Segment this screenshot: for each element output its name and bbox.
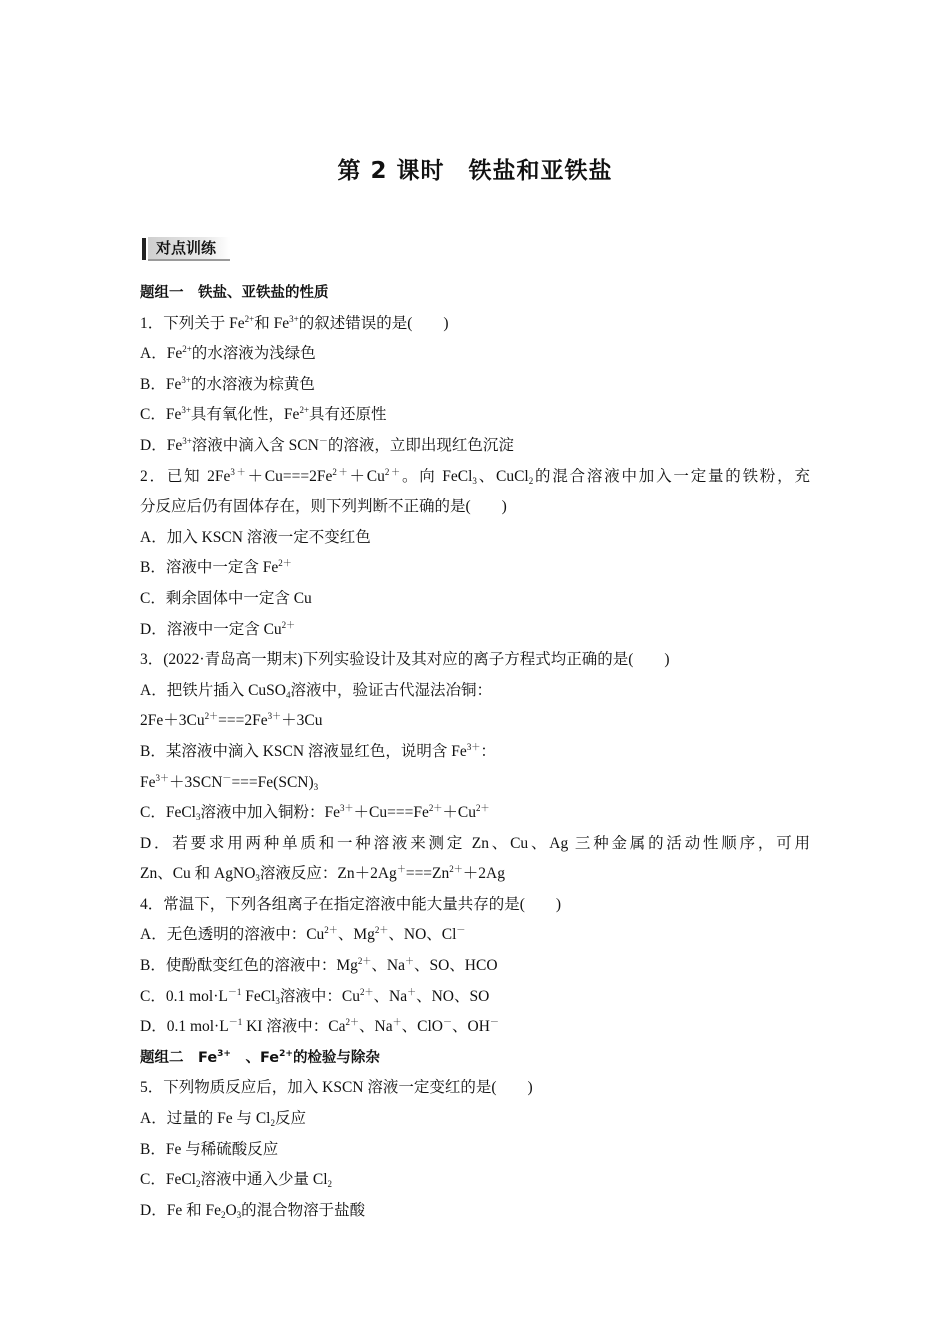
section-badge (142, 236, 230, 262)
text-line: Zn、Cu 和 AgNO$_3$溶液反应：$Zn+2Ag^+===Zn^{2+}+2Ag$ (140, 864, 505, 884)
text-line: D．0.1 $mol\cdot L^{-1}$ KI 溶液中：$Ca^{2+}$、Na＋、ClO－、OH－ (140, 1017, 499, 1036)
text-line: A．加入 KSCN 溶液一定不变红色 (140, 528, 371, 546)
group-heading: 题组一 铁盐、亚铁盐的性质 (140, 285, 329, 301)
question-line: 4．常温下，下列各组离子在指定溶液中能大量共存的是( ) (140, 895, 562, 913)
question-line: 分反应后仍有固体存在，则下列判断不正确的是( ) (140, 498, 507, 516)
text-line: B．$Fe^{3+}$的水溶液为棕黄色 (140, 374, 315, 393)
question-line: 5．下列物质反应后，加入 KSCN 溶液一定变红的是( ) (140, 1079, 533, 1097)
text-line: B．溶液中一定含 $Fe^{2+}$ (140, 558, 292, 577)
text-line: D．Fe 和 $Fe_2O_3$的混合物溶于盐酸 (140, 1201, 366, 1220)
text-line: A．过量的 Fe 与 $Cl_2$反应 (140, 1110, 306, 1129)
text-line: A．无色透明的溶液中：$Cu^{2+}$、$Mg^{2+}$、NO、Cl－ (140, 925, 466, 944)
badge-bar (142, 238, 146, 260)
text-line: $Fe^{3+}+3SCN^-===Fe(SCN)_3$ (140, 772, 319, 792)
text-line: C．0.1 $mol\cdot L^{-1}$ FeCl$_3$溶液中：$Cu^{2+}$、Na＋、NO、SO (140, 986, 490, 1006)
text-line: B．某溶液中滴入 KSCN 溶液显红色，说明含 $Fe^{3+}$： (140, 741, 496, 760)
text-line: B．Fe 与稀硫酸反应 (140, 1140, 279, 1158)
text-line: C．剩余固体中一定含 Cu (140, 589, 312, 607)
question-line: 3．(2022·青岛高一期末)下列实验设计及其对应的离子方程式均正确的是( ) (140, 651, 670, 669)
question-line: 1．下列关于 $Fe^{2+}$和 $Fe^{3+}$的叙述错误的是( ) (140, 313, 449, 332)
text-line: A．把铁片插入 CuSO$_4$溶液中，验证古代湿法冶铜： (140, 681, 492, 700)
page-title: 第 2 课时 铁盐和亚铁盐 (337, 158, 613, 184)
text-line: D．$Fe^{3+}$溶液中滴入含 SCN－的溶液，立即出现红色沉淀 (140, 435, 514, 454)
question-content (140, 278, 810, 1226)
text-line: D．若要求用两种单质和一种溶液来测定 Zn、Cu、Ag 三种金属的活动性顺序，可用 (140, 834, 810, 852)
text-line: C．FeCl$_2$溶液中通入少量 $Cl_2$ (140, 1171, 333, 1190)
group-heading: 题组二 $Fe^{3+}$ 、$Fe^{2+}$的检验与除杂 (140, 1048, 380, 1066)
text-line: $2Fe+3Cu^{2+}===2Fe^{3+}+3Cu$ (140, 711, 323, 730)
text-line: C．FeCl$_3$溶液中加入铜粉：$Fe^{3+}+Cu===Fe^{2+}+Cu^{2+}$ (140, 803, 490, 823)
text-line: D．溶液中一定含 $Cu^{2+}$ (140, 619, 296, 638)
text-line: B．使酚酞变红色的溶液中：$Mg^{2+}$、Na＋、SO、HCO (140, 956, 498, 975)
text-line: 2．已知 $2Fe^{3+}+Cu===2Fe^{2+}+Cu^{2+}$。向 FeCl$_3$、CuCl$_2$的混合溶液中加入一定量的铁粉，充 (140, 466, 810, 486)
section-badge-label: 对点训练 (148, 237, 230, 261)
text-line: C．$Fe^{3+}$具有氧化性，$Fe^{2+}$具有还原性 (140, 405, 387, 424)
text-line: A．$Fe^{2+}$的水溶液为浅绿色 (140, 344, 316, 363)
